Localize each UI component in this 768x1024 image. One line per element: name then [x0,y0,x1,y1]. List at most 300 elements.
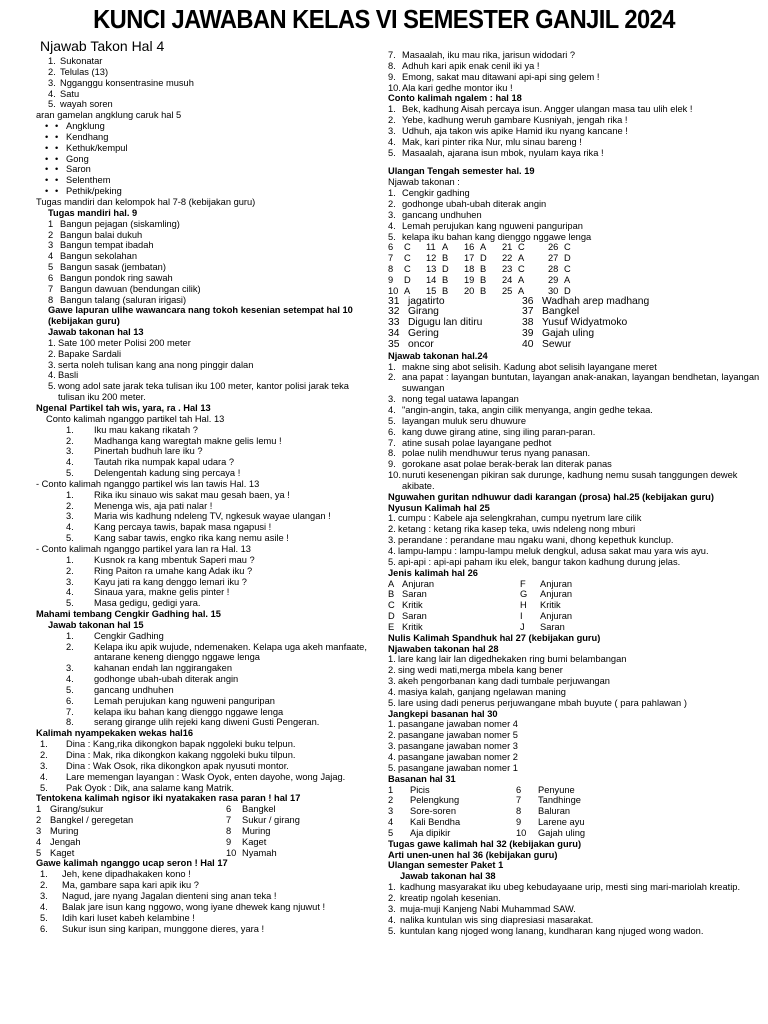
item-text: Jeh, kene dipadhakaken kono ! [62,869,191,880]
njawab-heading: Njawab Takon Hal 4 [40,38,165,54]
item-number: 4. [66,522,74,533]
table-cell: 10 [226,847,237,858]
item-number: 5. [66,598,74,609]
partikel-heading: Ngenal Partikel tah wis, yara, ra . Hal 13 [36,403,211,413]
item-text: Cengkir gadhing [402,188,470,199]
item-text: Adhuh kari apik enak cenil iki ya ! [402,60,540,71]
item-text: muja-muji Kanjeng Nabi Muhammad SAW. [400,903,576,914]
item-text: Ngganggu konsentrasine musuh [60,77,194,88]
item-text: Kethuk/kempul [66,142,128,153]
table-cell: 7 [516,795,522,806]
table-cell: C [404,253,411,264]
table-cell: 9 [388,274,394,285]
item-number: 7. [388,50,396,60]
item-text: sing wedi mati,merga mbela kang bener [398,665,563,676]
njawab-takonan-label: Njawab takonan : [388,177,460,188]
table-cell: C [388,600,395,611]
list-item [388,405,760,416]
item-text: gancang undhuhen [402,209,482,220]
item-text: Nagud, jare nyang Jagalan dienteni sing anan teka ! [62,890,277,901]
list-item [48,273,376,284]
item-text: polae nulih mendhuwur terus nyang panasan. [402,448,591,459]
item-text: godhonge ubah-ubah diterak angin [94,674,239,685]
table-row [388,795,760,806]
rasa-table [36,804,376,858]
item-text: Bangun pondok ring sawah [60,272,173,283]
table-cell: 17 [464,253,475,264]
mahami-heading: Mahami tembang Cengkir Gadhing hal. 15 [36,609,221,620]
item-text: lare kang lair lan digedhekaken ring bumi belambangan [398,654,627,665]
item-text: Ala kari gedhe montor iku ! [402,82,513,93]
list-item [56,132,376,143]
item-number: 8. [66,717,74,728]
item-text: Masaalah, ajarana isun mbok, nyulam kaya rika ! [402,147,604,158]
table-row [388,275,760,286]
tugas-mandiri-kelompok: Tugas mandiri dan kelompok hal 7-8 (kebijakan guru) [36,196,256,207]
item-text: kelapa iku bahan kang dienggo nggawe lenga [94,706,284,717]
table-cell: H [520,600,527,611]
item-text: Lemah perujukan kang nguweni panguripan [94,695,275,706]
table-row [388,264,760,275]
table-cell: D [480,253,487,264]
table-cell: 10 [388,285,399,296]
item-text: Sukur isun sing karipan, munggone dieres, yara ! [62,923,265,934]
list-item [40,902,376,913]
gawe-laporan: Gawe lapuran ulihe wawancara nang tokoh kesenian setempat hal 10 (kebijakan guru) [48,305,353,327]
item-text: Telulas (13) [60,66,109,77]
item-number: 2. [388,115,396,126]
list-item [66,501,376,512]
table-cell: 2 [388,795,394,806]
item-number: 2. [388,524,396,535]
table-cell: D [564,253,571,264]
list-item [388,115,760,126]
list-item [48,338,376,349]
conto-tah: Conto kalimah nganggo partikel tah Hal. 13 [46,413,225,424]
table-cell: Anjuran [540,578,573,589]
list-item [388,459,760,470]
table-cell: Anjuran [402,578,435,589]
list-item [388,83,760,94]
item-number: 7 [48,283,54,294]
list-item [388,72,760,83]
item-text: lare using dadi penerus perjuwangane mbah buyute ( para pahlawan ) [398,697,687,708]
seron-list [36,869,376,934]
table-cell: Kritik [540,600,561,611]
item-number: 1. [40,869,48,880]
item-number: 2. [388,892,396,903]
item-number: 3. [48,77,56,88]
kalimah-wekas-heading: Kalimah nyampekaken wekas hal16 [36,728,194,739]
tugas-mandiri-9: Tugas mandiri hal. 9 [48,207,138,218]
item-number: 4 [48,251,54,262]
table-row [388,340,760,351]
list-item [66,457,376,468]
table-cell: B [480,274,487,285]
table-cell: Nyamah [242,847,277,858]
table-cell: Digugu lan ditiru [408,317,483,329]
table-cell: 3 [388,806,394,817]
item-number: 4. [388,686,396,697]
item-text: pasangane jawaban nomer 1 [398,762,518,773]
table-cell: A [480,242,487,253]
item-number: 3. [66,576,74,587]
list-item [48,240,376,251]
table-row [388,611,760,622]
table-cell: Gajah uling [542,328,595,340]
list-item [66,674,376,685]
list-item [388,61,760,72]
table-cell: 22 [502,253,513,264]
table-cell: 4 [388,817,394,828]
bullet-icon: • • [55,132,58,143]
list-item [56,154,376,165]
item-number: 5. [388,925,396,936]
list-item [48,251,376,262]
list-item [388,427,760,438]
list-item [48,99,376,110]
table-cell: Kritik [402,621,423,632]
table-cell: Sore-soren [410,806,456,817]
item-text: Selenthem [66,175,111,186]
list-item [66,436,376,447]
table-cell: 2 [36,815,42,826]
item-number: 2. [40,880,48,891]
item-text: Bapake Sardali [58,348,122,359]
item-text: kreatip ngolah kesenian. [400,892,501,903]
nguwahen-heading: Nguwahen guritan ndhuwur dadi karangan (prosa) hal.25 (kebijakan guru) [388,491,714,502]
table-cell: 3 [36,825,42,836]
item-text: Bangun sekolahan [60,251,138,262]
nyusun-heading: Nyusun Kalimah hal 25 [388,502,490,513]
item-number: 5. [388,231,396,242]
item-text: nong tegal uatawa lapangan [402,394,519,405]
item-number: 1. [48,337,56,348]
item-text: Yebe, kadhung weruh gambare Kusniyah, jengah rika ! [402,115,628,126]
table-cell: Yusuf Widyatmoko [542,317,628,329]
table-row [388,785,760,796]
list-item [388,126,760,137]
table-cell: 12 [426,253,437,264]
item-number: 10. [388,470,401,481]
table-cell: 20 [464,285,475,296]
list-item [388,232,760,243]
item-number: 5. [388,762,396,773]
table-cell: Bangkel [242,804,276,815]
item-text: Kendhang [66,131,109,142]
table-cell: Wadhah arep madhang [542,295,650,307]
item-text: Lare memengan layangan : Wask Oyok, enten dayohe, wong Jajag. [66,771,346,782]
table-cell: Girang [408,306,439,318]
bullet-icon: • • [55,186,58,197]
item-number: 7. [388,437,396,448]
jawab-15-heading: Jawab takonan hal 15 [48,619,144,630]
yara-list [36,555,376,609]
table-row [36,837,376,848]
table-cell: 6 [388,242,394,253]
table-cell: 40 [522,338,534,350]
list-item [388,904,760,915]
list-item [388,137,760,148]
item-number: 1. [388,188,396,199]
table-cell: A [442,242,449,253]
table-cell: 27 [548,253,559,264]
item-number: 3. [388,394,396,405]
item-number: 4. [48,88,56,99]
table-cell: 13 [426,264,437,275]
list-item [48,360,376,371]
table-cell: 32 [388,306,400,318]
table-cell: 33 [388,317,400,329]
list-item [56,121,376,132]
table-cell: 19 [464,274,475,285]
seron-continued-list [388,50,760,93]
list-item [388,104,760,115]
item-number: 6 [48,272,54,283]
item-text: Sinaua yara, makne gelis pinter ! [94,587,230,598]
table-row [36,826,376,837]
conto-yara: - Conto kalimah nganggo partikel yara lan ra Hal. 13 [36,543,251,554]
list-item [48,370,376,381]
item-number: 3. [66,511,74,522]
item-number: 1. [66,489,74,500]
table-cell: Kaget [242,836,267,847]
table-row [388,579,760,590]
item-text: kelapa iku bahan kang dienggo nggawe lenga [402,231,592,242]
item-text: pasangane jawaban nomer 4 [398,719,518,730]
list-item [66,642,376,664]
table-cell: Muring [242,825,271,836]
list-item [66,566,376,577]
item-text: kuntulan kang njoged wong lanang, kundharan kang njuged wong wadon. [400,925,704,936]
list-item [388,199,760,210]
table-cell: A [564,274,571,285]
item-number: 1. [388,513,396,524]
item-number: 8. [388,60,396,71]
item-number: 3. [66,663,74,674]
ulangan-paket-heading: Ulangan semester Paket 1 [388,860,504,871]
item-number: 3. [40,760,48,771]
right-column [388,50,760,936]
list-item [66,631,376,642]
table-cell: G [520,589,528,600]
table-cell: A [388,578,395,589]
list-item [56,143,376,154]
table-cell: C [564,264,571,275]
item-number: 4. [40,771,48,782]
list-item [48,349,376,360]
pilihan-ganda-table [388,242,760,296]
item-text: api-api : api-api paham iku elek, bangur takon kadhung durung jelas. [398,556,681,567]
list-item [56,164,376,175]
item-number: 3. [388,209,396,220]
table-cell: 15 [426,285,437,296]
table-cell: Picis [410,784,430,795]
table-cell: C [518,264,525,275]
item-text: atine susah polae layangane pedhot [402,437,552,448]
item-text: Cengkir Gadhing [94,630,164,641]
list-item [66,468,376,479]
item-number: 2. [66,500,74,511]
table-cell: E [388,621,395,632]
list-item [66,533,376,544]
item-text: Masa gedigu, gedigi yara. [94,598,201,609]
list-item [388,741,760,752]
table-cell: A [404,285,411,296]
list-item [388,654,760,665]
list-item [66,663,376,674]
table-cell: 6 [226,804,232,815]
item-number: 4. [66,587,74,598]
nyusun-list [388,513,760,567]
item-number: 4. [388,545,396,556]
item-number: 2. [66,641,74,652]
item-text: Sate 100 meter Polisi 200 meter [58,337,191,348]
table-cell: 39 [522,328,534,340]
table-cell: Jengah [50,836,81,847]
list-item [66,587,376,598]
item-number: 2 [48,229,54,240]
table-cell: 24 [502,274,513,285]
item-text: Pinertah budhuh lare iku ? [94,446,203,457]
item-number: 4. [388,405,396,415]
table-row [388,589,760,600]
left-column [36,38,376,934]
table-cell: Larene ayu [538,817,585,828]
item-number: 1. [388,882,396,893]
table-cell: Kritik [402,600,423,611]
table-cell: Saran [402,611,427,622]
table-cell: Pelengkung [410,795,460,806]
table-cell: 35 [388,338,400,350]
item-number: 5. [48,381,56,392]
jangkepi-list [388,719,760,773]
table-cell: B [442,285,449,296]
item-number: 2. [388,730,396,741]
item-number: 5. [66,684,74,695]
list-item [388,676,760,687]
item-number: 6. [388,426,396,437]
list-item [388,513,760,524]
item-number: 2. [388,372,396,383]
item-text: Balak jare isun kang nggowo, wong iyane dhewek kang njuwut ! [62,901,326,912]
table-cell: 4 [36,836,42,847]
table-cell: 1 [388,784,394,795]
table-cell: 14 [426,274,437,285]
jawab-38-list [388,882,760,936]
table-cell: A [518,285,525,296]
list-item [48,78,376,89]
table-cell: B [442,253,449,264]
list-item [40,739,376,750]
item-text: nalika kuntulan wis sing diapresiasi masarakat. [400,914,594,925]
bullet-icon: • • [55,154,58,165]
table-cell: Girang/sukur [50,804,104,815]
item-number: 4. [66,457,74,468]
list-item [388,730,760,741]
item-number: 3. [388,903,396,914]
list-item [388,372,760,394]
item-text: Bangun sasak (jembatan) [60,262,166,273]
item-number: 2. [48,66,56,77]
table-cell: 36 [522,295,534,307]
table-cell: 5 [36,847,42,858]
item-number: 9. [388,71,396,82]
list-item [66,555,376,566]
list-item [66,598,376,609]
item-number: 3. [66,446,74,457]
item-number: 1. [388,104,396,115]
table-row [388,286,760,297]
item-text: Kang percaya tawis, bapak masa ngapusi ! [94,522,272,533]
item-text: Delengentah kadung sing percaya ! [94,468,241,479]
list-item [388,50,760,61]
uts-list [388,188,760,242]
table-cell: 7 [226,815,232,826]
table-cell: Saran [540,621,565,632]
table-cell: 10 [516,827,527,838]
aran-gamelan: aran gamelan angklung caruk hal 5 [36,110,182,121]
list-item [388,148,760,159]
jawab-38-heading: Jawab takonan hal 38 [400,871,496,882]
list-item [66,522,376,533]
list-item [388,763,760,774]
item-number: 2. [66,435,74,446]
table-cell: C [404,264,411,275]
item-text: Satu [60,88,80,99]
item-text: Kusnok ra kang mbentuk Saperi mau ? [94,554,255,565]
item-number: 5. [388,556,396,567]
item-number: 1 [48,218,54,229]
item-text: Angklung [66,121,105,132]
conto-wis: - Conto kalimah nganggo partikel wis lan tawis Hal. 13 [36,478,260,489]
list-item [40,783,376,794]
table-cell: A [518,253,525,264]
item-text: masiya kalah, ganjang ngelawan maning [398,686,566,697]
item-text: Menenga wis, aja pati nalar ! [94,500,213,511]
list-item [66,707,376,718]
table-cell: 21 [502,242,513,253]
table-cell: I [520,611,523,622]
item-text: cumpu : Kabele aja selengkrahan, cumpu nyetrum lare cilik [398,513,642,524]
list-item [388,752,760,763]
item-text: makne sing abot selisih. Kadung abot selisih layangane meret [402,361,657,372]
tah-list [36,425,376,479]
gamelan-list [36,121,376,197]
njawaben-28-heading: Njawaben takonan hal 28 [388,643,499,654]
item-text: Iku mau kakang rikatah ? [94,424,198,435]
item-number: 4. [388,220,396,231]
list-item [388,698,760,709]
list-item [48,295,376,306]
table-cell: 25 [502,285,513,296]
list-item [388,470,760,492]
table-cell: Sewur [542,338,572,350]
item-number: 2. [40,750,48,760]
list-item [48,89,376,100]
table-cell: 9 [226,836,232,847]
item-text: Bek, kadhung Aisah percaya isun. Angger ulangan masa tau ulih elek ! [402,104,693,115]
jangkepi-heading: Jangkepi basanan hal 30 [388,708,498,719]
item-number: 5. [48,99,56,110]
item-text: Kang sabar tawis, engko rika kang nemu asile ! [94,533,289,544]
item-text: Kayu jati ra kang denggo lemari iku ? [94,576,247,587]
item-number: 6. [40,923,48,934]
table-cell: oncor [408,338,434,350]
item-text: serang girange ulih rejeki kang diweni Gusti Pengeran. [94,717,320,728]
item-number: 3. [48,359,56,370]
item-number: 8 [48,294,54,305]
